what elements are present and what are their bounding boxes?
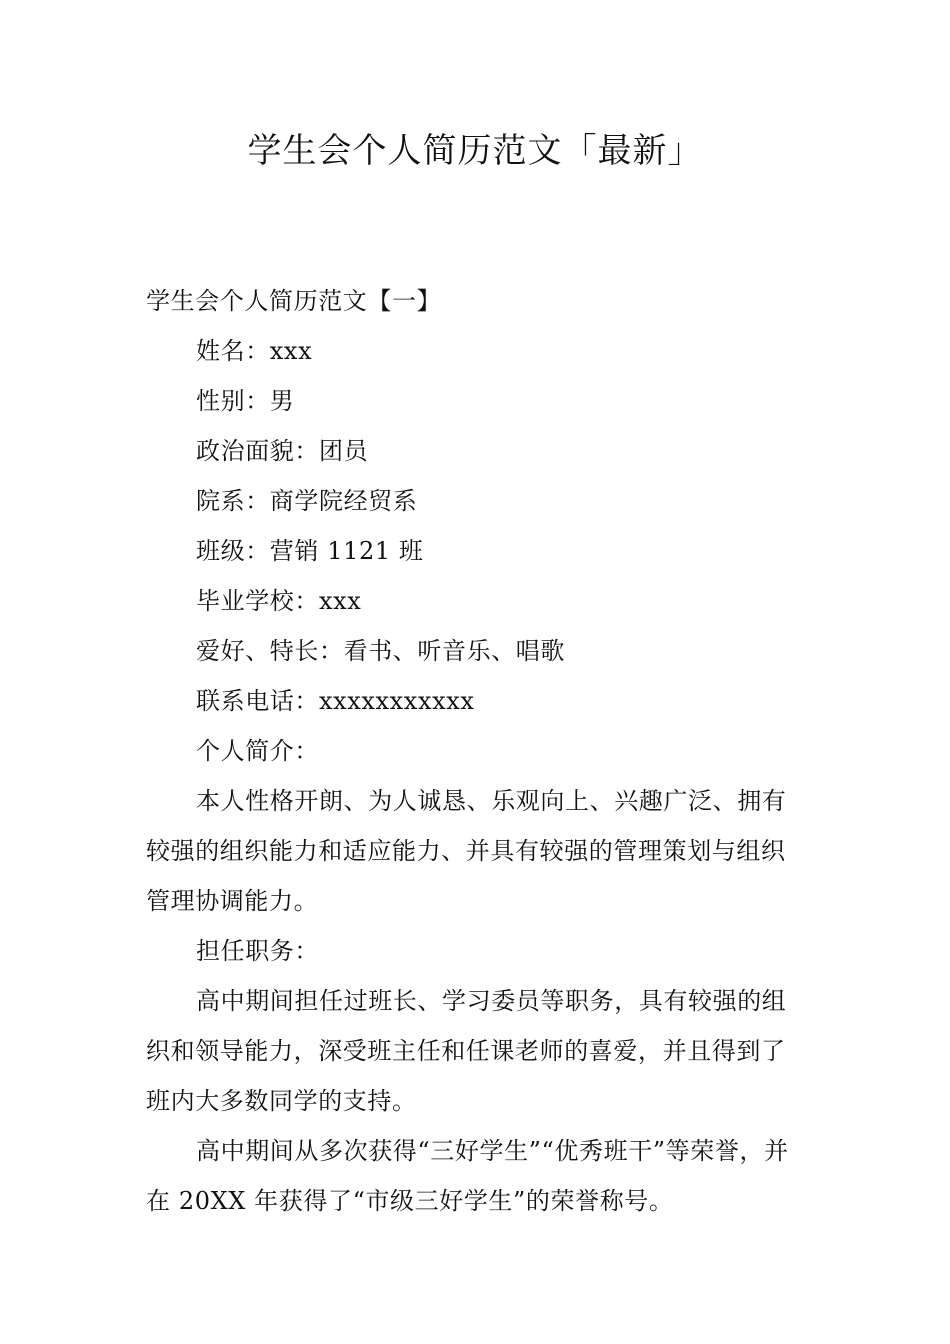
field-political-status: 政治面貌：团员 bbox=[196, 437, 369, 465]
section-heading: 学生会个人简历范文【一】 bbox=[146, 287, 442, 315]
field-name: 姓名：xxx bbox=[196, 337, 313, 365]
document-body bbox=[146, 276, 806, 1226]
document-title: 学生会个人简历范文「最新」 bbox=[247, 131, 703, 171]
duty-paragraph-2: 高中期间从多次获得“三好学生”“优秀班干”等荣誉，并在 20XX 年获得了“市级三好学生”的荣誉称号。 bbox=[146, 1137, 789, 1215]
field-phone: 联系电话：xxxxxxxxxxx bbox=[196, 687, 475, 715]
field-gender: 性别：男 bbox=[196, 387, 295, 415]
duty-paragraph-1: 高中期间担任过班长、学习委员等职务，具有较强的组织和领导能力，深受班主任和任课老师的喜爱，并且得到了班内大多数同学的支持。 bbox=[146, 987, 787, 1115]
duty-heading: 担任职务： bbox=[196, 937, 319, 965]
field-class: 班级：营销 1121 班 bbox=[196, 537, 424, 565]
field-department: 院系：商学院经贸系 bbox=[196, 487, 418, 515]
field-school: 毕业学校：xxx bbox=[196, 587, 362, 615]
intro-heading: 个人简介： bbox=[196, 737, 319, 765]
field-hobbies: 爱好、特长：看书、听音乐、唱歌 bbox=[196, 637, 565, 665]
intro-paragraph: 本人性格开朗、为人诚恳、乐观向上、兴趣广泛、拥有较强的组织能力和适应能力、并具有较强的管理策划与组织管理协调能力。 bbox=[146, 787, 787, 915]
